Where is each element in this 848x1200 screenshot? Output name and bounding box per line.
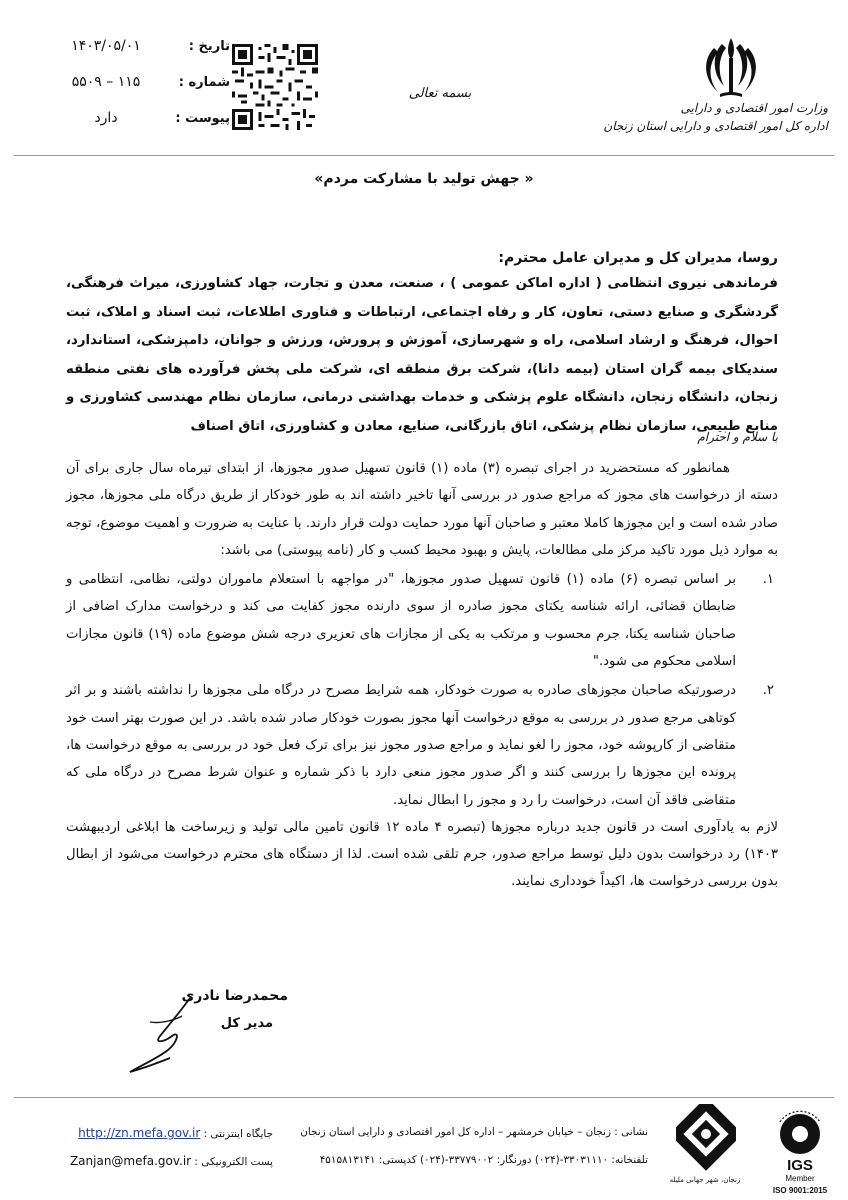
iso-label: ISO 9001:2015 (772, 1186, 828, 1195)
igs-member: Member (785, 1174, 815, 1183)
zanjan-malileh-logo-icon (676, 1104, 736, 1176)
igs-iso-logo-icon (766, 1104, 834, 1196)
website-link[interactable]: http://zn.mefa.gov.ir (78, 1126, 201, 1140)
header-divider (14, 155, 834, 156)
footer-email (70, 1154, 273, 1168)
qr-code-icon (232, 44, 318, 130)
iran-emblem-icon (700, 34, 762, 100)
number-value: ۵۵۰۹ – ۱۱۵ (71, 74, 141, 90)
list-item-number: ۱. (762, 572, 774, 588)
attachment-label: پیوست : (175, 111, 230, 126)
attachment-row (40, 110, 230, 146)
salutation: با سلام و احترام (697, 430, 778, 444)
slogan: « جهش تولید با مشارکت مردم» (314, 171, 534, 187)
website-label: جایگاه اینترنتی : (203, 1128, 273, 1140)
recipients-list: فرماندهی نیروی انتظامی ( اداره اماکن عمومی ) ، صنعت، معدن و تجارت، جهاد کشاورزی، میراث فرهنگی، گردشگری و صنایع دستی، تعاون، کار و رفاه اجتماعی، ارتباطات و فناوری اطلاعات، ثبت اسناد و املاک، ثبت احوال، فرهنگ و ارشاد اسلامی، راه و شهرسازی، آموزش و پرورش، ورزش و جوانان، دامپزشکی، استاندارد، سندیکای بیمه گران استان (بیمه دانا)، شرکت برق منطقه ای، شرکت ملی پخش فرآورده های نفتی منطقه زنجان، دانشگاه زنجان، دانشگاه علوم پزشکی و خدمات بهداشتی درمانی، سازمان نظام مهندسی کشاورزی و منابع طبیعی، سازمان نظام پزشکی، اتاق بازرگانی، صنایع، معادن و کشاورزی، اتاق اصناف (66, 276, 778, 434)
signatory-title: مدیر کل (220, 1016, 273, 1031)
igs-label: IGS (787, 1157, 813, 1174)
footer-website (78, 1126, 273, 1140)
number-label: شماره : (178, 75, 230, 90)
addressee: روسا، مدیران کل و مدیران عامل محترم: (498, 250, 778, 266)
letter-body (66, 455, 778, 896)
footer-phones: تلفنخانه: ۳۳۰۳۱۱۱۰-(۰۲۴) دورنگار: ۳۳۷۷۹۰۰۲-(۰۲۴) کدپستی: ۴۵۱۵۸۱۳۱۴۱ (319, 1154, 648, 1166)
ministry-line-1: وزارت امور اقتصادی و دارایی (680, 101, 828, 115)
signatory-name: محمدرضا نادری (181, 988, 288, 1004)
list-item (66, 566, 778, 675)
intro-paragraph: همانطور که مستحضرید در اجرای تبصره (۳) ماده (۱) قانون تسهیل صدور مجوزها، از ابتدای تیرماه سال جاری برای آن دسته از درخواست های مجوز که مراجع صدور در بررسی آنها تاخیر داشته اند به طور خودکار از طریق درگاه ملی مجوزها، مجوز صادر شده است و این مجوزها کاملا معتبر و صاحبان آنها مورد حمایت دولت قرار دارند. با عنایت به ضرورت و اهمیت موضوع، توجه به موارد ذیل مورد تاکید مرکز ملی مطالعات، پایش و بهبود محیط کسب و کار (نامه پیوستی) می باشد: (66, 461, 778, 558)
date-row (40, 38, 230, 74)
letter-meta (40, 38, 230, 146)
list-item (66, 677, 778, 813)
footer-divider (14, 1097, 834, 1098)
closing-paragraph: لازم به یادآوری است در قانون جدید درباره مجوزها (تبصره ۴ ماده ۱۲ قانون تامین مالی تولید و زیرساخت ها ابلاغی اردیبهشت ۱۴۰۳) رد درخواست بدون دلیل توسط مراجع صدور، جرم تلقی شده است. لذا از دستگاه های محترم درخواست می‌شود از ابطال بدون بررسی درخواست ها، اکیداً خودداری نمایند. (66, 819, 778, 890)
number-row (40, 74, 230, 110)
emblem-caption: زنجان، شهر جهانی ملیله (669, 1176, 741, 1184)
date-label: تاریخ : (188, 39, 230, 54)
list-item-number: ۲. (762, 683, 774, 699)
handwritten-signature-icon (120, 992, 230, 1082)
email-label: پست الکترونیکی : (194, 1156, 273, 1168)
ministry-line-2: اداره کل امور اقتصادی و دارایی استان زنجان (603, 119, 828, 133)
footer-address: نشانی : زنجان – خیابان خرمشهر – اداره کل امور اقتصادی و دارایی استان زنجان (300, 1126, 648, 1138)
date-value: ۱۴۰۳/۰۵/۰۱ (71, 38, 141, 54)
ministry-name (598, 100, 828, 134)
bismillah: بسمه تعالی (408, 86, 472, 101)
list-item-text: بر اساس تبصره (۶) ماده (۱) قانون تسهیل صدور مجوزها، "در مواجهه با استعلام ماموران دولتی، نظامی، انتظامی و ضابطان قضائی، ارائه شناسه یکتای مجوز صادره از سوی دارنده مجوز کفایت می کند و درخواست مدارک اضافی از صاحبان شناسه یکتا، جرم محسوب و مرتکب به یکی از مجازات های تعزیری درجه شش موضوع ماده (۱۹) قانون مجازات اسلامی محکوم می شود." (66, 572, 737, 670)
email-address[interactable]: Zanjan@mefa.gov.ir (69, 1154, 192, 1168)
attachment-value: دارد (94, 110, 118, 126)
list-item-text: درصورتیکه صاحبان مجوزهای صادره به صورت خودکار، همه شرایط مصرح در درگاه ملی مجوزها را نداشته باشند و بر اثر کوتاهی مرجع صدور در بررسی به موقع درخواست آنها مجوز بصورت خودکار صادر شده باشد. در این صورت بهتر است خود متقاضی از کارپوشه خود، مجوز را لغو نماید و مراجع صدور مجوز نیز برای ترک فعل خود در بررسی به موقع درخواست ها، پرونده این مجوزها را بررسی کنند و اگر صدور مجوز منعی دارد با ذکر شماره و عنوان شرط مصرح در درگاه ملی که متقاضی فاقد آن است، درخواست را رد و مجوز را ابطال نماید. (66, 683, 736, 808)
